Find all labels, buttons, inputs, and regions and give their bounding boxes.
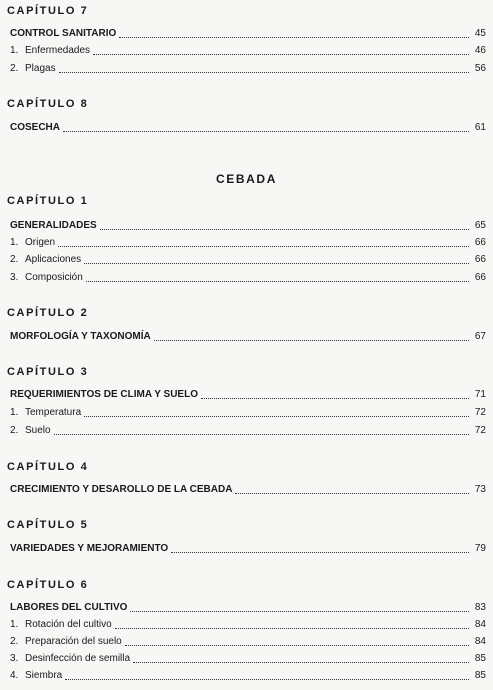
dot-leader [119,28,469,38]
chapter-heading: CAPÍTULO 1 [7,195,89,207]
toc-entry [10,331,486,343]
entry-page: 72 [474,407,486,418]
entry-label: Aplicaciones [25,254,82,265]
entry-number: 1. [10,407,19,418]
toc-entry [10,237,486,249]
chapter-heading: CAPÍTULO 8 [7,98,89,110]
entry-label: VARIEDADES Y MEJORAMIENTO [10,543,169,554]
chapter-heading: CAPÍTULO 6 [7,579,89,591]
entry-page: 73 [474,484,486,495]
entry-page: 84 [474,636,486,647]
entry-number: 2. [10,63,19,74]
entry-number: 4. [10,670,19,681]
dot-leader [84,254,469,264]
chapter-heading: CAPÍTULO 3 [7,366,89,378]
dot-leader [65,670,469,680]
entry-page: 45 [474,28,486,39]
dot-leader [171,543,469,553]
dot-leader [133,653,469,663]
toc-entry [10,619,486,631]
dot-leader [93,45,469,55]
entry-page: 71 [474,389,486,400]
entry-label: CRECIMIENTO Y DESAROLLO DE LA CEBADA [10,484,233,495]
entry-label: MORFOLOGÍA Y TAXONOMÍA [10,331,151,342]
dot-leader [115,619,469,629]
entry-label: Preparación del suelo [25,636,122,647]
toc-entry [10,45,486,57]
entry-page: 85 [474,670,486,681]
entry-label: Composición [25,272,83,283]
entry-label: Suelo [25,425,51,436]
entry-page: 79 [474,543,486,554]
entry-page: 66 [474,237,486,248]
entry-label: COSECHA [10,122,61,133]
toc-entry [10,220,486,232]
chapter-heading: CAPÍTULO 5 [7,519,89,531]
toc-entry [10,389,486,401]
entry-page: 65 [474,220,486,231]
entry-number: 2. [10,636,19,647]
dot-leader [201,389,469,399]
toc-entry [10,543,486,555]
dot-leader [86,272,469,282]
dot-leader [63,122,469,132]
chapter-heading: CAPÍTULO 7 [7,5,89,17]
entry-page: 66 [474,254,486,265]
dot-leader [154,331,469,341]
entry-label: Desinfección de semilla [25,653,131,664]
entry-page: 56 [474,63,486,74]
entry-label: Enfermedades [25,45,91,56]
entry-number: 3. [10,272,19,283]
toc-entry [10,122,486,134]
entry-page: 46 [474,45,486,56]
entry-label: GENERALIDADES [10,220,97,231]
toc-entry [10,425,486,437]
entry-number: 1. [10,619,19,630]
dot-leader [54,425,469,435]
entry-label: Rotación del cultivo [25,619,112,630]
entry-label: REQUERIMIENTOS DE CLIMA Y SUELO [10,389,198,400]
entry-number: 2. [10,425,19,436]
dot-leader [84,407,469,417]
entry-label: LABORES DEL CULTIVO [10,602,128,613]
entry-page: 67 [474,331,486,342]
entry-label: Siembra [25,670,63,681]
toc-entry [10,407,486,419]
entry-label: Origen [25,237,56,248]
part-title: CEBADA [216,172,277,186]
entry-number: 1. [10,45,19,56]
entry-number: 2. [10,254,19,265]
toc-entry [10,653,486,665]
dot-leader [59,63,469,73]
toc-entry [10,484,486,496]
entry-page: 61 [474,122,486,133]
toc-entry [10,636,486,648]
entry-label: CONTROL SANITARIO [10,28,117,39]
entry-page: 85 [474,653,486,664]
dot-leader [125,636,469,646]
dot-leader [58,237,469,247]
entry-label: Temperatura [25,407,82,418]
entry-page: 72 [474,425,486,436]
entry-page: 66 [474,272,486,283]
toc-entry [10,602,486,614]
entry-page: 83 [474,602,486,613]
dot-leader [130,602,469,612]
toc-entry [10,670,486,682]
entry-number: 1. [10,237,19,248]
chapter-heading: CAPÍTULO 4 [7,461,89,473]
dot-leader [100,220,469,230]
entry-number: 3. [10,653,19,664]
entry-label: Plagas [25,63,56,74]
entry-page: 84 [474,619,486,630]
chapter-heading: CAPÍTULO 2 [7,307,89,319]
toc-entry [10,28,486,40]
toc-entry [10,254,486,266]
toc-entry [10,63,486,75]
toc-entry [10,272,486,284]
dot-leader [235,484,469,494]
